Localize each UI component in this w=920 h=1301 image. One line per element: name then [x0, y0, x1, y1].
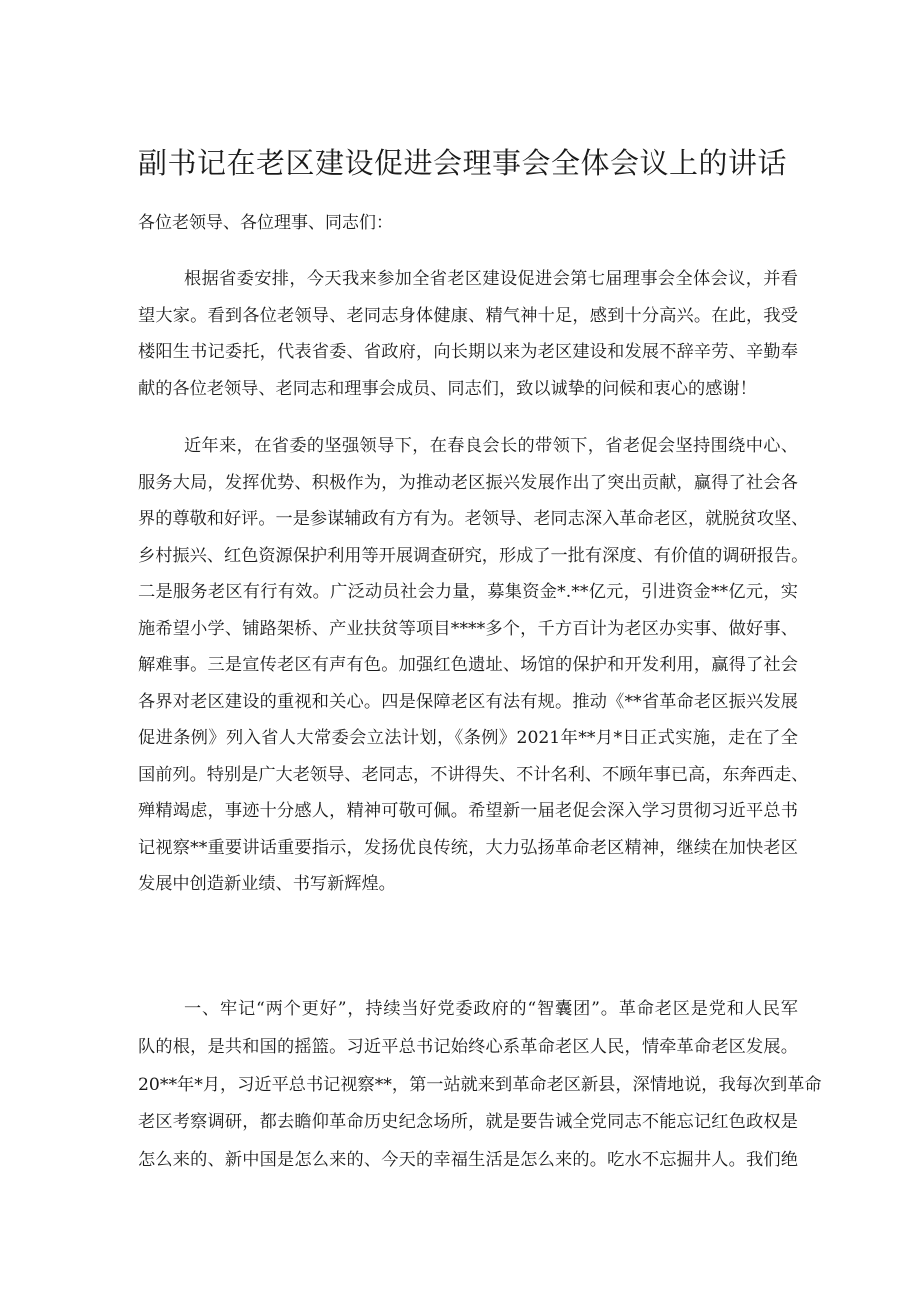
- paragraph-line: 二是服务老区有行有效。广泛动员社会力量，募集资金*.**亿元，引进资金**亿元，实: [138, 582, 798, 602]
- document-title: 副书记在老区建设促进会理事会全体会议上的讲话: [138, 146, 788, 180]
- paragraph-line: 献的各位老领导、老同志和理事会成员、同志们，致以诚挚的问候和衷心的感谢！: [138, 378, 757, 399]
- paragraph-line: 施希望小学、铺路架桥、产业扶贫等项目****多个，千方百计为老区办实事、做好事、: [138, 618, 798, 639]
- paragraph-line: 楼阳生书记委托，代表省委、省政府，向长期以来为老区建设和发展不辞辛劳、辛勤奉: [138, 342, 798, 362]
- paragraph-line: 解难事。三是宣传老区有声有色。加强红色遗址、场馆的保护和开发利用，赢得了社会: [138, 655, 798, 675]
- paragraph-line: 促进条例》列入省人大常委会立法计划，《条例》2021年**月*日正式实施，走在了全: [138, 728, 798, 748]
- paragraph-line: 发展中创造新业绩、书写新辉煌。: [138, 874, 396, 894]
- paragraph-line: 各界对老区建设的重视和关心。四是保障老区有法有规。推动《**省革命老区振兴发展: [138, 691, 798, 712]
- paragraph-line: 国前列。特别是广大老领导、老同志，不讲得失、不计名利、不顾年事已高，东奔西走、: [138, 764, 809, 785]
- paragraph-line: 记视察**重要讲话重要指示，发扬优良传统，大力弘扬革命老区精神，继续在加快老区: [138, 837, 798, 858]
- paragraph-line: 望大家。看到各位老领导、老同志身体健康、精气神十足，感到十分高兴。在此，我受: [138, 305, 798, 326]
- salutation: 各位老领导、各位理事、同志们：: [138, 213, 393, 233]
- paragraph-line: 殚精竭虑，事迹十分感人，精神可敬可佩。希望新一届老促会深入学习贯彻习近平总书: [138, 801, 798, 821]
- paragraph-line: 怎么来的、新中国是怎么来的、今天的幸福生活是怎么来的。吃水不忘掘井人。我们绝: [138, 1150, 798, 1171]
- paragraph-section-one: [138, 991, 822, 1180]
- paragraph-line: 服务大局，发挥优势、积极作为，为推动老区振兴发展作出了突出贡献，赢得了社会各: [138, 472, 798, 493]
- paragraph-line: 近年来，在省委的坚强领导下，在春良会长的带领下，省老促会坚持围绕中心、: [184, 436, 798, 456]
- paragraph-line: 队的根，是共和国的摇篮。习近平总书记始终心系革命老区人民，情牵革命老区发展。: [138, 1036, 798, 1057]
- paragraph-line: 一、牢记“两个更好”，持续当好党委政府的“智囊团”。革命老区是党和人民军: [184, 999, 798, 1019]
- paragraph-line: 老区考察调研，都去瞻仰革命历史纪念场所，就是要告诫全党同志不能忘记红色政权是: [138, 1112, 798, 1133]
- paragraph-achievements: [138, 428, 809, 903]
- paragraph-line: 20**年*月，习近平总书记视察**，第一站就来到革命老区新县，深情地说，我每次到革命: [138, 1074, 822, 1095]
- paragraph-line: 根据省委安排，今天我来参加全省老区建设促进会第七届理事会全体会议，并看: [184, 269, 798, 289]
- paragraph-line: 界的尊敬和好评。一是参谋辅政有方有为。老领导、老同志深入革命老区，就脱贫攻坚、: [138, 509, 809, 529]
- paragraph-line: 乡村振兴、红色资源保护利用等开展调查研究，形成了一批有深度、有价值的调研报告。: [138, 545, 809, 566]
- paragraph-opening: [138, 261, 798, 407]
